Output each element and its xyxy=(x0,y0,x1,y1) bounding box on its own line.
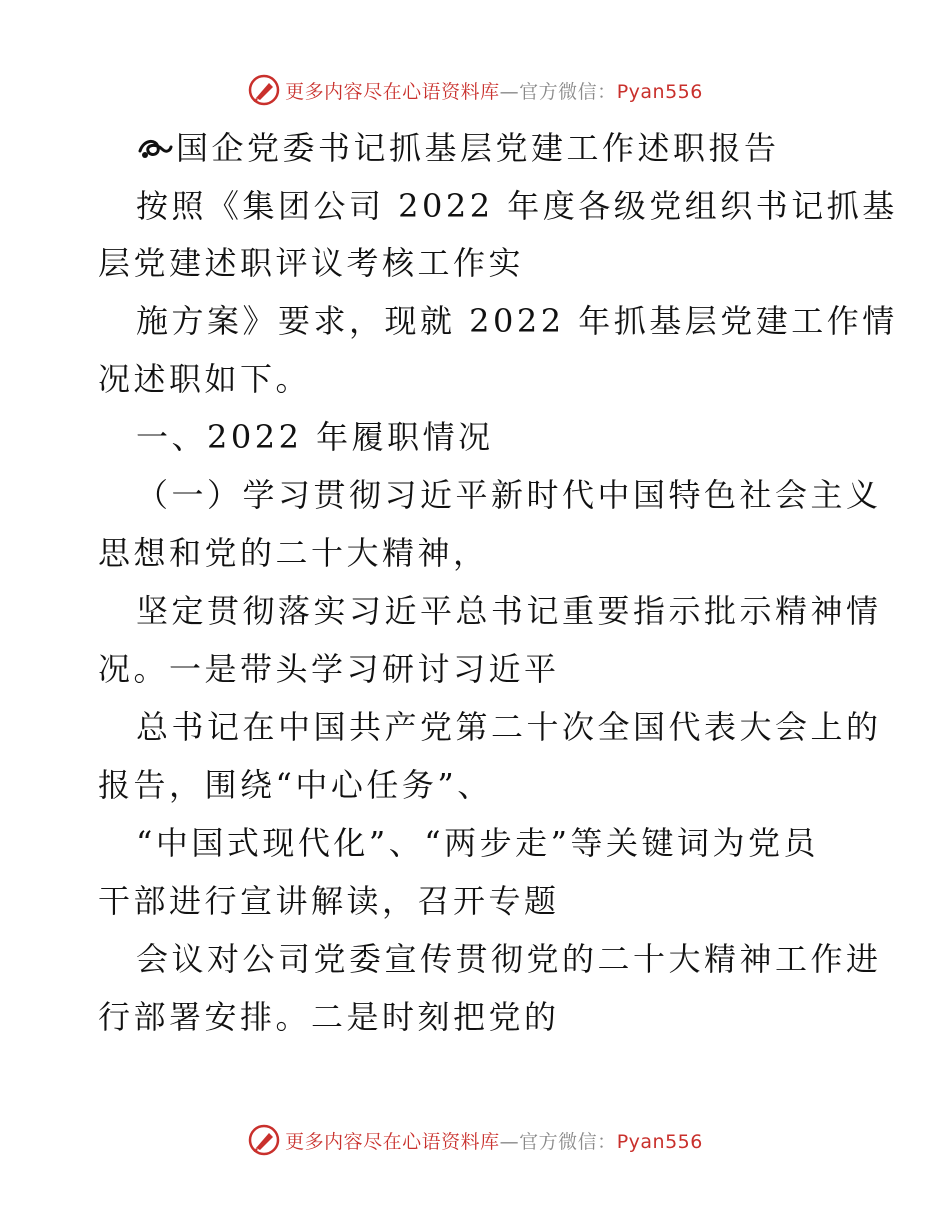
banner-dash: — xyxy=(499,1130,520,1153)
paragraph-line: 行部署安排。二是时刻把党的 xyxy=(98,998,560,1036)
paragraph-line: 坚定贯彻落实习近平总书记重要指示批示精神情 xyxy=(136,592,882,630)
banner-dash: — xyxy=(499,80,520,103)
section-heading: 一、2022 年履职情况 xyxy=(136,418,494,456)
banner-wechat-id: Pyan556 xyxy=(616,1130,703,1153)
title-text: 国企党委书记抓基层党建工作述职报告 xyxy=(176,129,780,167)
banner-site-name: 更多内容尽在心语资料库 xyxy=(285,1130,500,1153)
paragraph-line: “中国式现代化”、“两步走”等关键词为党员 xyxy=(136,824,819,862)
banner-wechat-label: 官方微信： xyxy=(519,1130,617,1153)
paragraph-line: 思想和党的二十大精神， xyxy=(98,534,489,572)
document-title xyxy=(136,128,896,168)
banner-wechat-label: 官方微信： xyxy=(519,80,617,103)
paragraph-line: 会议对公司党委宣传贯彻党的二十大精神工作进 xyxy=(136,940,882,978)
banner-site-name: 更多内容尽在心语资料库 xyxy=(285,80,500,103)
paragraph-line: 施方案》要求，现就 2022 年抓基层党建工作情 xyxy=(136,302,898,340)
paragraph-line: 况述职如下。 xyxy=(98,360,312,398)
paragraph-line: 按照《集团公司 2022 年度各级党组织书记抓基 xyxy=(136,187,898,225)
paragraph-line: 况。一是带头学习研讨习近平 xyxy=(98,650,560,688)
paragraph-line: 总书记在中国共产党第二十次全国代表大会上的 xyxy=(136,708,882,746)
footer-banner xyxy=(0,1120,950,1160)
paragraph-line: 报告，围绕“中心任务”、 xyxy=(98,766,493,804)
swirl-mark-icon xyxy=(136,133,174,163)
paragraph-line: 干部进行宣讲解读，召开专题 xyxy=(98,882,560,920)
paragraph-line: 层党建述职评议考核工作实 xyxy=(98,244,525,282)
banner-wechat-id: Pyan556 xyxy=(616,80,703,103)
subsection-heading: （一）学习贯彻习近平新时代中国特色社会主义 xyxy=(136,476,882,514)
pen-nib-logo-icon xyxy=(247,1123,281,1157)
banner-text xyxy=(285,1127,703,1154)
